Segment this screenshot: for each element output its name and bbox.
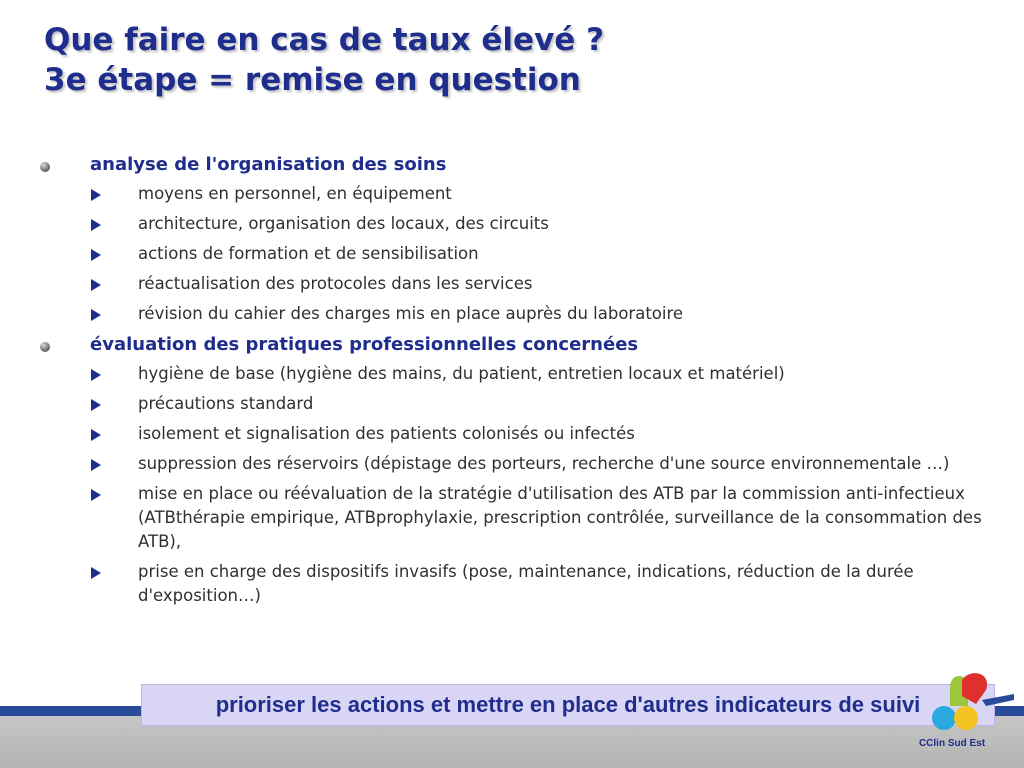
triangle-bullet-icon [91,369,101,381]
triangle-bullet-icon [91,459,101,471]
slide-title [44,20,604,100]
triangle-bullet-icon [91,279,101,291]
triangle-bullet-icon [91,567,101,579]
conclusion-banner [141,684,995,726]
section-heading [38,152,1013,178]
list-item [38,422,1013,446]
triangle-bullet-icon [91,249,101,261]
slide-content [38,152,1013,614]
list-item [38,560,1013,608]
list-item-text: prise en charge des dispositifs invasifs (pose, maintenance, indications, réduction de la durée d'exposition…) [138,562,914,605]
list-item-text: isolement et signalisation des patients colonisés ou infectés [138,424,635,443]
list-item [38,242,1013,266]
list-item [38,452,1013,476]
list-item-text: suppression des réservoirs (dépistage des porteurs, recherche d'une source environnementale …) [138,454,950,473]
list-item-text: mise en place ou réévaluation de la stratégie d'utilisation des ATB par la commission anti-infectieux (ATBthérapie empirique, ATBprophylaxie, prescription contrôlée, surveillance de la consommation des ATB), [138,484,982,551]
list-item [38,362,1013,386]
logo-label: CClin Sud Est [918,738,986,749]
sphere-bullet-icon [40,162,50,172]
list-item [38,392,1013,416]
list-item [38,302,1013,326]
list-item-text: actions de formation et de sensibilisation [138,244,479,263]
list-item-text: moyens en personnel, en équipement [138,184,452,203]
list-item [38,182,1013,206]
section-item-list [38,362,1013,608]
slide-title-line-1: Que faire en cas de taux élevé ? [44,22,605,58]
section-heading-text: analyse de l'organisation des soins [90,154,447,175]
triangle-bullet-icon [91,489,101,501]
list-item-text: architecture, organisation des locaux, des circuits [138,214,549,233]
triangle-bullet-icon [91,309,101,321]
list-item [38,212,1013,236]
sphere-bullet-icon [40,342,50,352]
slide-title-line-2: 3e étape = remise en question [44,62,581,98]
list-item-text: hygiène de base (hygiène des mains, du patient, entretien locaux et matériel) [138,364,785,383]
conclusion-banner-text: prioriser les actions et mettre en place d'autres indicateurs de suivi [215,692,921,717]
section-item-list [38,182,1013,326]
list-item [38,272,1013,296]
triangle-bullet-icon [91,219,101,231]
triangle-bullet-icon [91,429,101,441]
list-item-text: réactualisation des protocoles dans les services [138,274,533,293]
list-item [38,482,1013,554]
list-item-text: révision du cahier des charges mis en place auprès du laboratoire [138,304,684,323]
triangle-bullet-icon [91,189,101,201]
cclin-logo-icon [910,666,1014,766]
list-item-text: précautions standard [138,394,314,413]
section-heading-text: évaluation des pratiques professionnelles concernées [90,334,639,355]
triangle-bullet-icon [91,399,101,411]
section-heading [38,332,1013,358]
